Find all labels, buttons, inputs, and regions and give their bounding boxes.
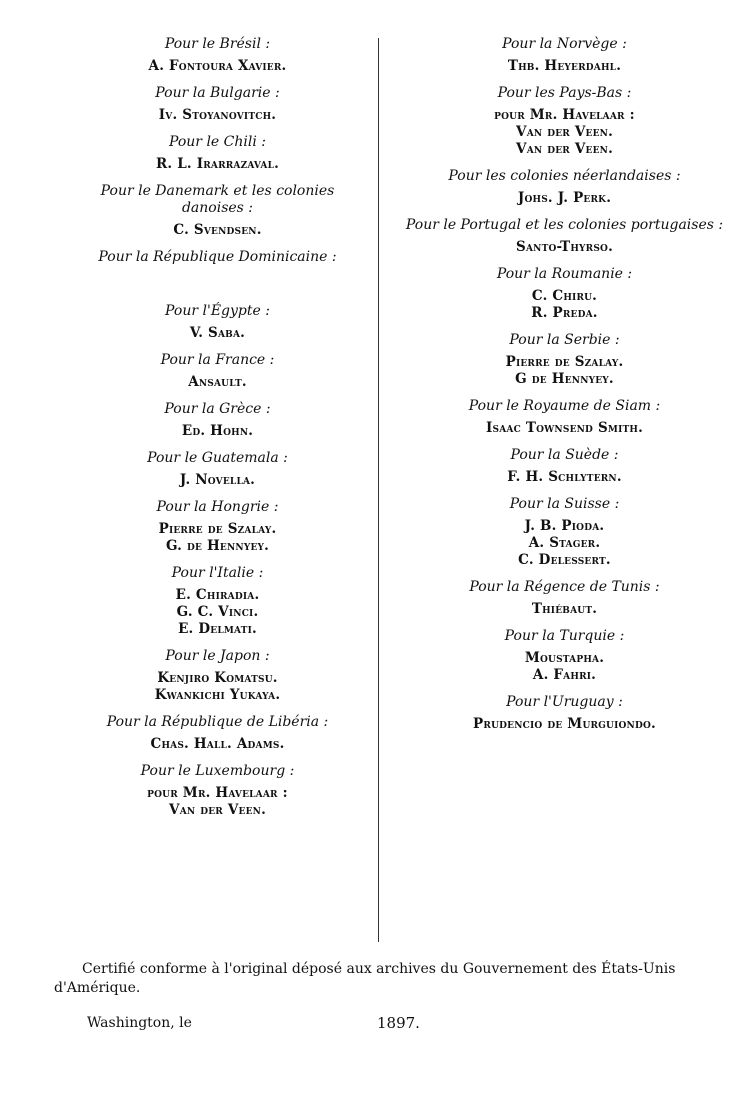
signatory-entry [490,85,640,158]
signatory-entry [156,401,278,440]
signatory-entry [494,36,635,75]
signatory-entry [157,303,278,342]
signatory-name: V. Saba. [189,325,246,341]
signatory-name: Thb. Heyerdahl. [507,58,622,74]
signatory-name: Kwankichi Yukaya. [154,687,281,703]
signatory-entry [156,134,279,173]
certification-paragraph [54,960,727,998]
country-heading: Pour la Bulgarie : [155,85,280,101]
signatory-name: Kenjiro Komatsu. [157,670,278,686]
country-heading: Pour l'Italie : [171,565,264,581]
signatory-name: G. de Hennyey. [165,538,270,554]
signatory-name: pour Mr. Havelaar : [494,107,635,123]
right-signatory-column [392,36,737,942]
country-heading: Pour la Roumanie : [496,266,633,282]
signatory-entry [440,168,688,207]
signatory-entry [153,352,283,391]
country-heading: Pour la Régence de Tunis : [469,579,660,595]
signatory-name: Santo-Thyrso. [516,239,613,255]
signatory-entry [398,217,731,256]
signatory-entry [147,85,287,124]
country-heading: Pour le Portugal et les colonies portugaises : [405,217,724,233]
signatory-name: Ansault. [188,374,247,390]
signatory-name: G de Hennyey. [515,371,614,387]
signatory-entry [164,565,272,638]
signatory-name: Van der Veen. [169,802,266,818]
signatory-name: E. Delmati. [178,621,257,637]
signatory-entry [461,579,667,618]
year-text: 1897. [377,1014,420,1032]
signatory-name: Moustapha. [524,650,605,666]
signatory-entry [461,398,668,437]
signatory-name: Isaac Townsend Smith. [486,420,643,436]
signatory-name: pour Mr. Havelaar : [147,785,288,801]
signatory-entry [497,628,633,684]
signatory-entry [502,447,626,486]
country-heading: Pour le Chili : [169,134,266,150]
signatory-entry [99,714,337,753]
signatory-entry [90,249,344,271]
country-heading: Pour l'Uruguay : [506,694,623,710]
country-heading: Pour la République Dominicaine : [98,249,337,265]
signatory-entry [149,499,287,555]
signatory-name: Van der Veen. [516,124,613,140]
signatory-name: E. Chiradia. [175,587,260,603]
signatory-name: Iv. Stoyanovitch. [158,107,277,123]
country-heading: Pour la Norvège : [502,36,627,52]
signatory-name: C. Svendsen. [173,222,262,238]
signatory-name: Pierre de Szalay. [158,521,277,537]
signatory-entry [133,763,303,819]
signatory-entry [501,332,627,388]
signatory-entry [139,450,296,489]
column-divider [378,38,379,942]
signatory-name: R. L. Irarrazaval. [155,156,280,172]
country-heading: Pour les Pays-Bas : [497,85,632,101]
country-heading: Pour le Japon : [165,648,270,664]
country-heading: Pour les colonies néerlandaises : [448,168,681,184]
country-heading: Pour la Grèce : [164,401,271,417]
signatory-name: Johs. J. Perk. [517,190,612,206]
signatory-name: Thiébaut. [531,601,598,617]
signatory-entry [149,36,287,75]
signatory-name: J. Novella. [179,472,256,488]
signatory-name: C. Delessert. [518,552,611,568]
certification-line-2: d'Amérique. [54,980,141,996]
signatory-name: R. Preda. [531,305,598,321]
place-text: Washington, le [87,1015,192,1031]
signatory-name: Pierre de Szalay. [505,354,624,370]
signatory-entry [155,648,281,704]
country-heading: Pour le Guatemala : [147,450,288,466]
signatory-name: C. Chiru. [531,288,598,304]
signatory-name: J. B. Pioda. [524,518,605,534]
left-signatory-column [60,36,375,942]
signatory-name: A. Stager. [528,535,601,551]
country-heading: Pour la Suisse : [509,496,620,512]
signatory-name: A. Fontoura Xavier. [148,58,287,74]
country-heading: Pour le Danemark et les colonies danoises : [100,183,335,216]
signatory-name: Van der Veen. [516,141,613,157]
signatory-name: F. H. Schlytern. [507,469,622,485]
country-heading: Pour l'Égypte : [165,303,270,319]
country-heading: Pour la France : [160,352,275,368]
signatory-entry [473,694,656,733]
signatory-name: G. C. Vinci. [176,604,259,620]
signatory-entry [502,496,628,569]
country-heading: Pour la Turquie : [504,628,625,644]
signatory-entry [489,266,640,322]
country-heading: Pour la République de Libéria : [106,714,329,730]
signatory-name: Prudencio de Murguiondo. [473,716,656,732]
signatory-name: Ed. Hohn. [181,423,254,439]
certification-line-1: Certifié conforme à l'original déposé aux archives du Gouvernement des États-Unis [82,961,676,977]
country-heading: Pour le Luxembourg : [140,763,295,779]
country-heading: Pour la Suède : [510,447,619,463]
country-heading: Pour le Royaume de Siam : [468,398,661,414]
country-heading: Pour la Serbie : [509,332,620,348]
signatory-entry [60,183,375,239]
signatory-name: A. Fahri. [532,667,597,683]
country-heading: Pour le Brésil : [164,36,271,52]
signatory-name: Chas. Hall. Adams. [150,736,285,752]
country-heading: Pour la Hongrie : [156,499,279,515]
